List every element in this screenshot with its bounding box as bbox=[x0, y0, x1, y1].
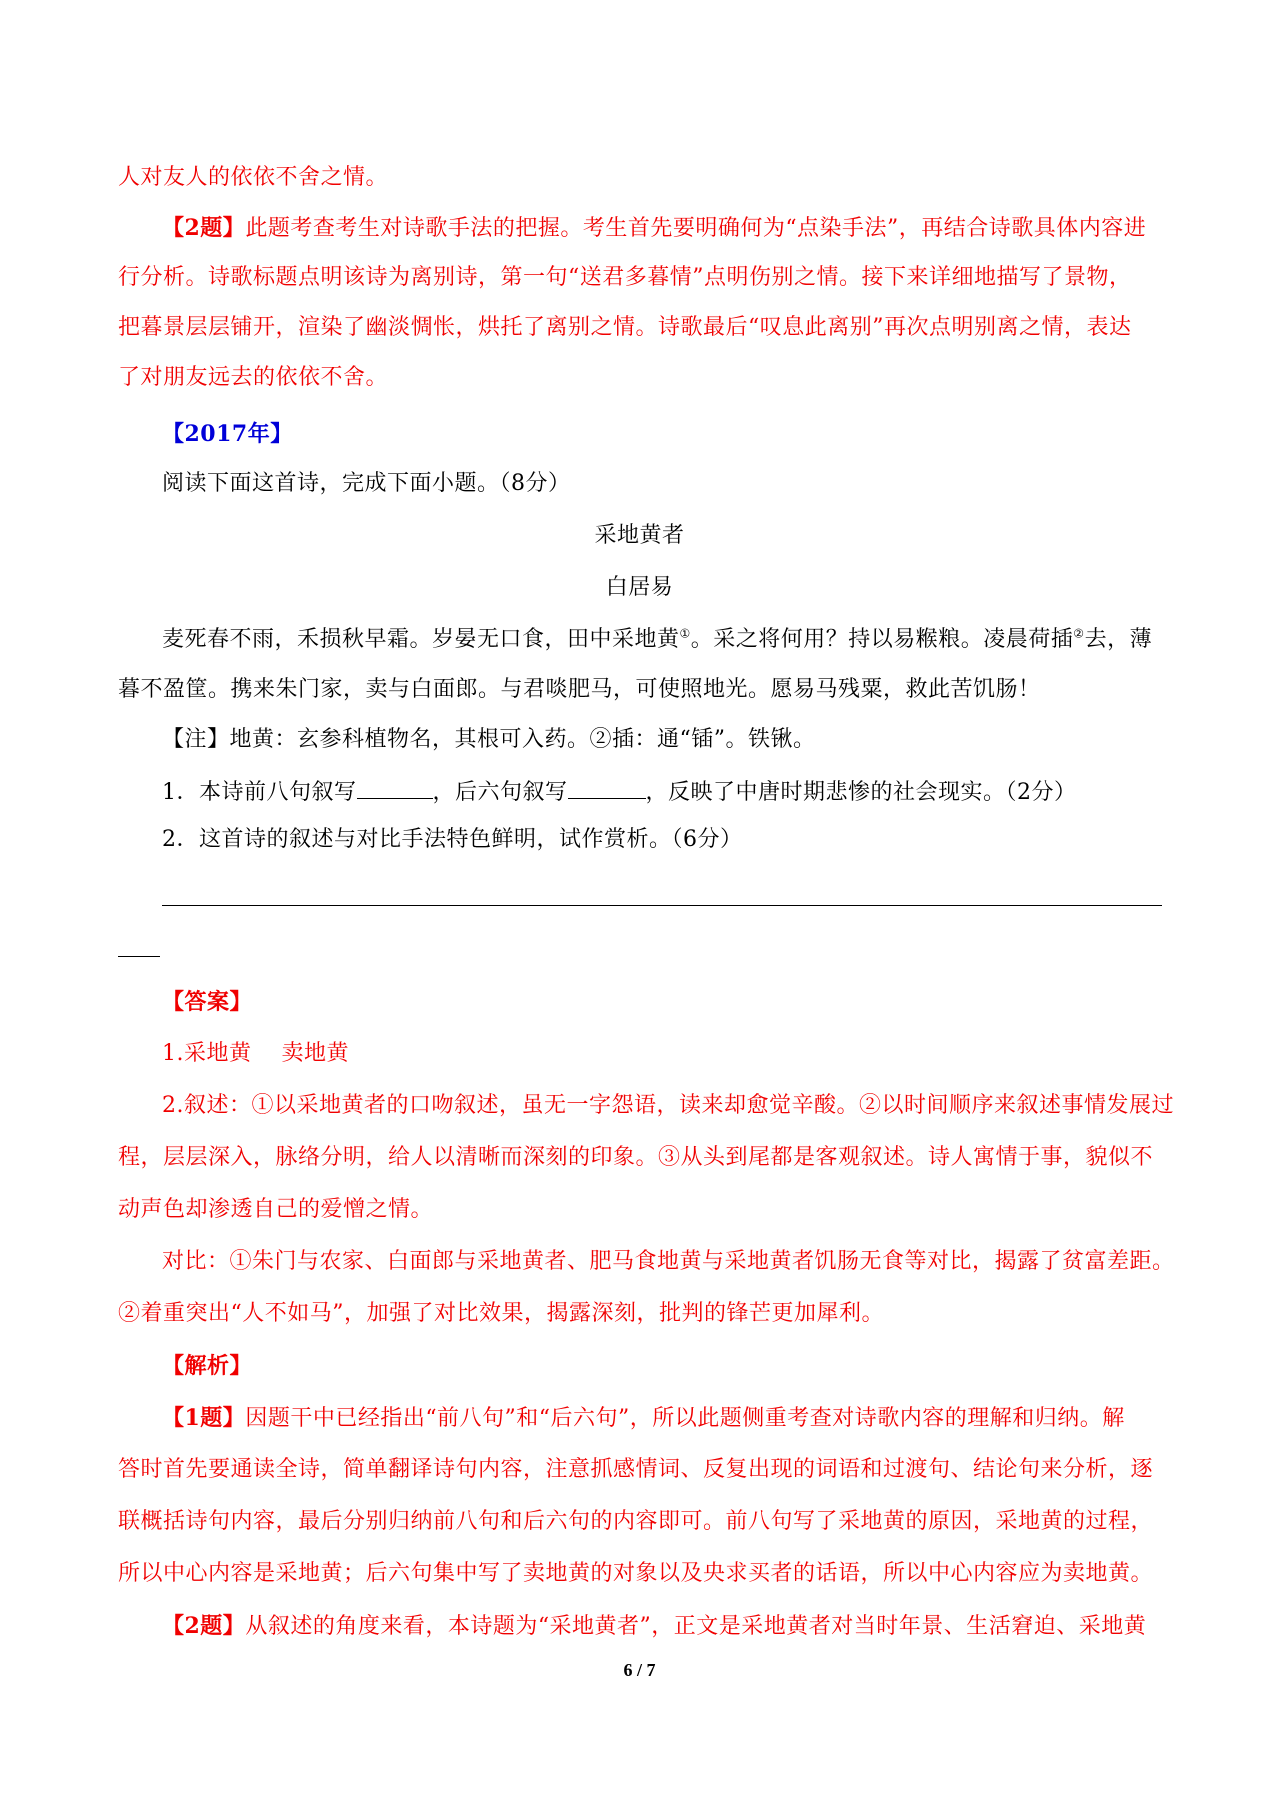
answer-text: 动声色却渗透自己的爱憎之情。 bbox=[118, 1197, 434, 1222]
poem-author: 白居易 bbox=[605, 575, 674, 600]
question-tag: 【1题】 bbox=[162, 1405, 246, 1431]
answer-blank bbox=[568, 776, 646, 799]
footnote-marker: ② bbox=[1073, 626, 1085, 641]
text-line: 联概括诗句内容，最后分别归纳前八句和后六句的内容即可。前八句写了采地黄的原因，采地黄的过程， bbox=[118, 1509, 1154, 1534]
question-tag: 【2题】 bbox=[162, 215, 246, 241]
question-tag: 【2题】 bbox=[162, 1613, 246, 1639]
text-line: 从叙述的角度来看，本诗题为“采地黄者”，正文是采地黄者对当时年景、生活窘迫、采地黄 bbox=[245, 1614, 1147, 1639]
poem-text: 。采之将何用？持以易糇粮。凌晨荷插 bbox=[690, 627, 1074, 652]
question-text: ，反映了中唐时期悲惨的社会现实。（2分） bbox=[645, 780, 1077, 805]
text-line: 行分析。诗歌标题点明该诗为离别诗，第一句“送君多暮情”点明伤别之情。接下来详细地描写了景物， bbox=[118, 265, 1132, 290]
question-text: ，后六句叙写 bbox=[432, 780, 568, 805]
analysis-paragraph-q1 bbox=[162, 1404, 1212, 1433]
text-line: 答时首先要通读全诗，简单翻译诗句内容，注意抓感情词、反复出现的词语和过渡句、结论句来分析，逐 bbox=[118, 1457, 1154, 1482]
answer-blank bbox=[357, 776, 433, 799]
question-2: 2．这首诗的叙述与对比手法特色鲜明，试作赏析。（6分） bbox=[162, 827, 743, 852]
answer-text: 2.叙述：①以采地黄者的口吻叙述，虽无一字怨语，读来却愈觉辛酸。②以时间顺序来叙述事情发展过 bbox=[162, 1093, 1174, 1118]
answer-text: 对比：①朱门与农家、白面郎与采地黄者、肥马食地黄与采地黄者饥肠无食等对比，揭露了贫富差距。 bbox=[162, 1249, 1175, 1274]
answer-text: ②着重突出“人不如马”，加强了对比效果，揭露深刻，批判的锋芒更加犀利。 bbox=[118, 1301, 884, 1326]
poem-text: 去，薄 bbox=[1084, 627, 1153, 652]
poem-line bbox=[162, 626, 1212, 654]
text-line: 把暮景层层铺开，渲染了幽淡惆怅，烘托了离别之情。诗歌最后“叹息此离别”再次点明别离之情，表达 bbox=[118, 315, 1132, 340]
text-line: 人对友人的依依不舍之情。 bbox=[118, 165, 389, 190]
text-line: 因题干中已经指出“前八句”和“后六句”，所以此题侧重考查对诗歌内容的理解和归纳。解 bbox=[245, 1406, 1125, 1431]
question-text: 1．本诗前八句叙写 bbox=[162, 780, 357, 805]
poem-title: 采地黄者 bbox=[594, 523, 685, 548]
page-number: 6 / 7 bbox=[623, 1660, 656, 1680]
poem-text: 麦死春不雨，禾损秋早霜。岁晏无口食，田中采地黄 bbox=[162, 627, 680, 652]
answer-line-1: 1.采地黄 卖地黄 bbox=[162, 1041, 349, 1066]
answer-line bbox=[118, 956, 160, 957]
note-text: 【注】地黄：玄参科植物名，其根可入药。②插：通“锸”。铁锹。 bbox=[162, 727, 816, 752]
text-line: 所以中心内容是采地黄；后六句集中写了卖地黄的对象以及央求买者的话语，所以中心内容应为卖地黄。 bbox=[118, 1561, 1154, 1586]
analysis-heading: 【解析】 bbox=[162, 1353, 253, 1379]
footnote-marker: ① bbox=[679, 626, 691, 641]
poem-line: 暮不盈筐。携来朱门家，卖与白面郎。与君啖肥马，可使照地光。愿易马残粟，救此苦饥肠！ bbox=[118, 677, 1041, 702]
analysis-paragraph-q2 bbox=[162, 214, 1212, 243]
analysis-paragraph-q2 bbox=[162, 1612, 1212, 1641]
question-1 bbox=[162, 776, 1212, 807]
text-line: 此题考查考生对诗歌手法的把握。考生首先要明确何为“点染手法”，再结合诗歌具体内容进 bbox=[245, 216, 1147, 241]
instruction-text: 阅读下面这首诗，完成下面小题。（8分） bbox=[162, 471, 571, 496]
answer-line bbox=[162, 905, 1162, 906]
answer-heading: 【答案】 bbox=[162, 989, 253, 1015]
year-heading: 【2017年】 bbox=[162, 421, 293, 447]
text-line: 了对朋友远去的依依不舍。 bbox=[118, 365, 389, 390]
answer-text: 程，层层深入，脉络分明，给人以清晰而深刻的印象。③从头到尾都是客观叙述。诗人寓情于事，貌似不 bbox=[118, 1145, 1154, 1170]
